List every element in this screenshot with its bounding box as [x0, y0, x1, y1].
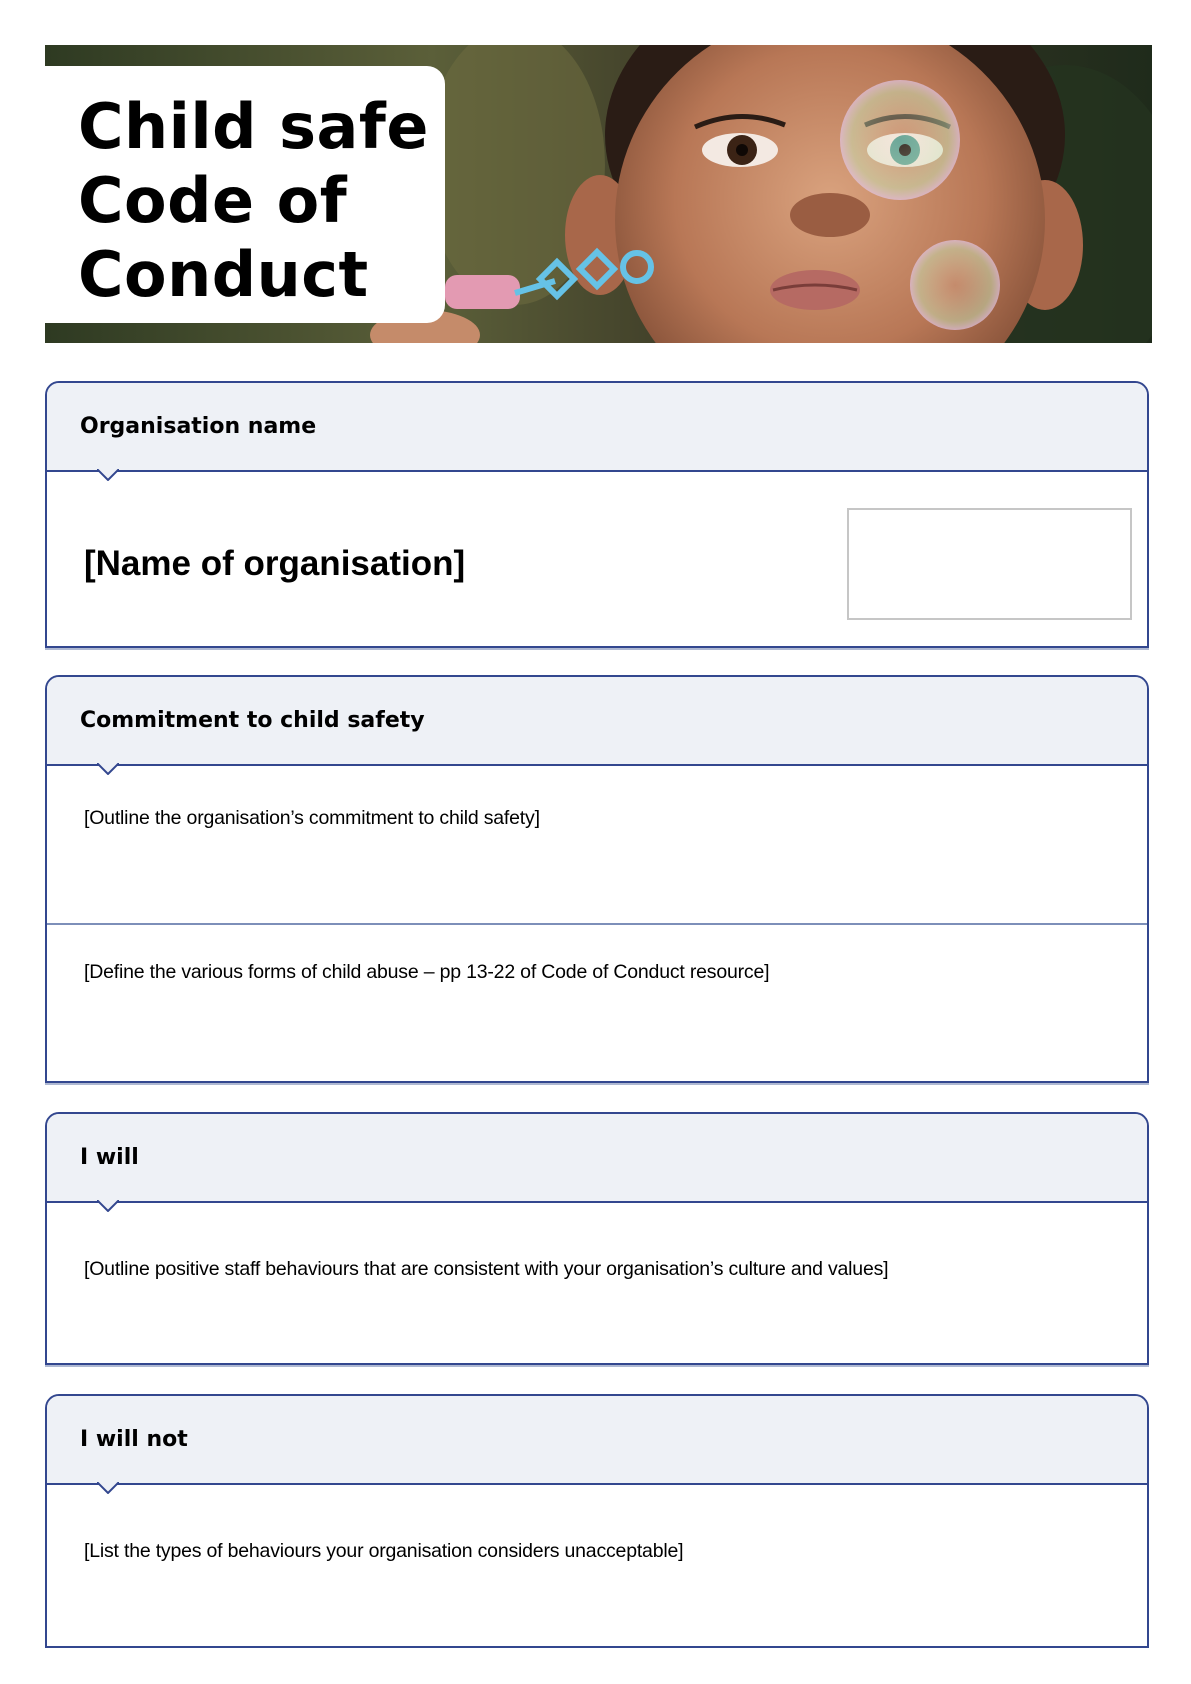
section-header	[47, 383, 1147, 472]
commitment-placeholder: [Outline the organisation’s commitment to child safety]	[84, 807, 540, 829]
organisation-name-section	[45, 381, 1149, 648]
i-will-not-text-block[interactable]	[47, 1485, 1147, 1646]
section-heading: I will not	[80, 1427, 188, 1452]
abuse-definition-block[interactable]	[47, 923, 1147, 1081]
logo-placeholder-box[interactable]	[847, 508, 1132, 620]
section-header	[47, 1114, 1147, 1203]
commitment-text-block[interactable]	[47, 766, 1147, 923]
section-heading: Organisation name	[80, 414, 317, 439]
document-title: Child safe Code of Conduct	[78, 90, 429, 311]
i-will-not-placeholder: [List the types of behaviours your organisation considers unacceptable]	[84, 1540, 684, 1562]
section-heading: I will	[80, 1145, 139, 1170]
i-will-placeholder: [Outline positive staff behaviours that are consistent with your organisation’s culture and values]	[84, 1258, 889, 1280]
section-header	[47, 1396, 1147, 1485]
i-will-section	[45, 1112, 1149, 1365]
i-will-text-block[interactable]	[47, 1203, 1147, 1363]
abuse-definition-placeholder: [Define the various forms of child abuse – pp 13-22 of Code of Conduct resource]	[84, 961, 770, 983]
i-will-not-section	[45, 1394, 1149, 1648]
commitment-section	[45, 675, 1149, 1083]
section-header	[47, 677, 1147, 766]
section-heading: Commitment to child safety	[80, 708, 425, 733]
organisation-name-placeholder[interactable]: [Name of organisation]	[84, 544, 466, 583]
section-body	[47, 472, 1147, 646]
title-card	[45, 66, 445, 323]
